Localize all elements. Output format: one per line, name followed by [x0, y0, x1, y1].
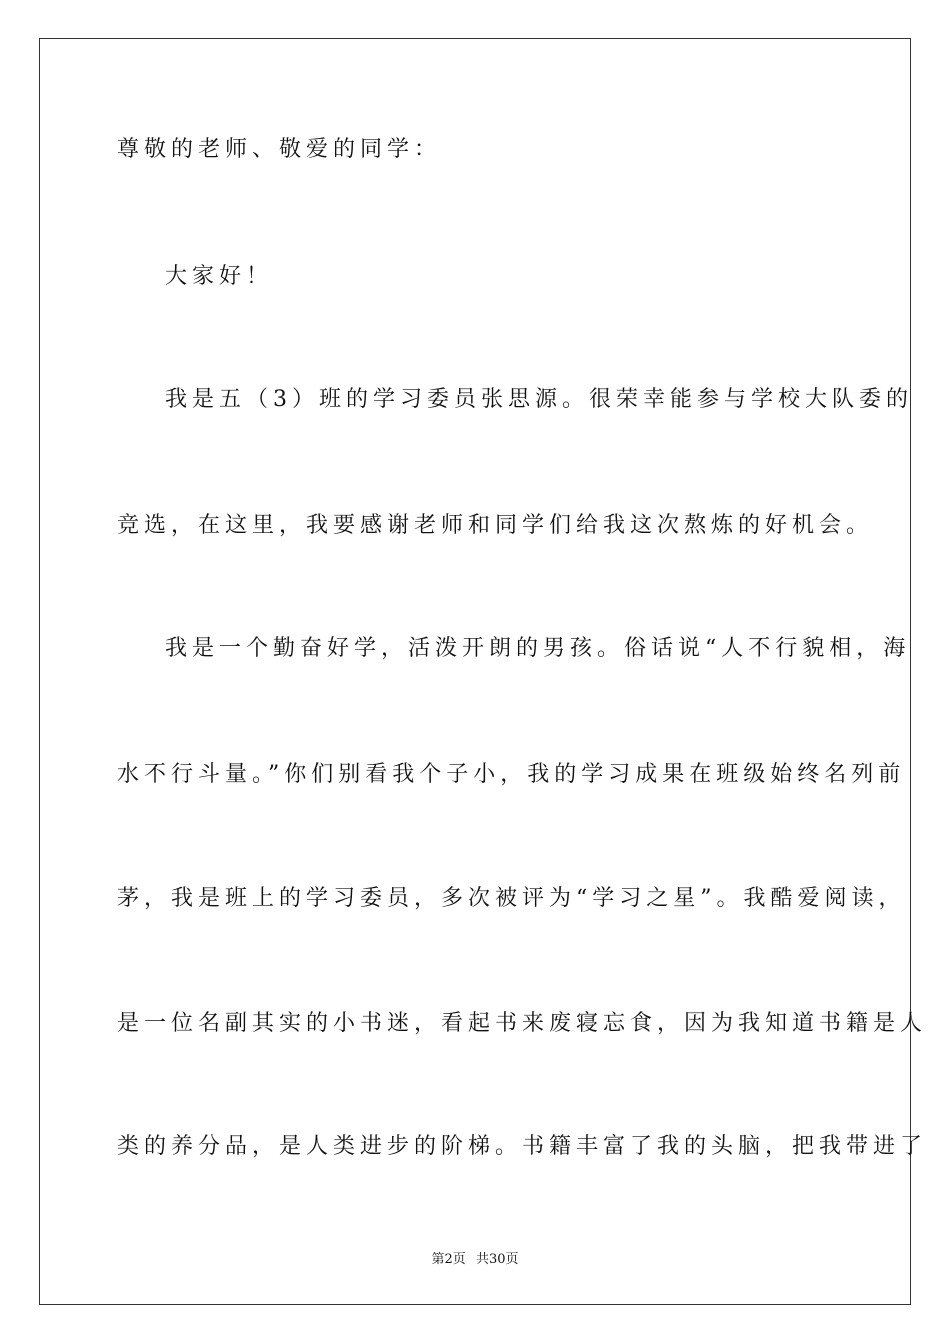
paragraph-line: 水不行斗量。”你们别看我个子小，我的学习成果在班级始终名列前	[117, 762, 906, 787]
page-footer	[0, 1248, 950, 1267]
paragraph-line: 类的养分品，是人类进步的阶梯。书籍丰富了我的头脑，把我带进了	[117, 1134, 928, 1159]
page-frame	[39, 38, 928, 1305]
paragraph-line: 茅，我是班上的学习委员，多次被评为“学习之星”。我酷爱阅读，	[117, 886, 906, 911]
paragraph-line: 我是一个勤奋好学，活泼开朗的男孩。俗话说“人不行貌相，海	[165, 636, 911, 661]
paragraph-line: 是一位名副其实的小书迷，看起书来废寝忘食，因为我知道书籍是人	[117, 1011, 928, 1036]
greeting: 大家好！	[165, 264, 274, 289]
paragraph-line: 我是五（3）班的学习委员张思源。很荣幸能参与学校大队委的	[165, 387, 913, 412]
paragraph-line: 竞选，在这里，我要感谢老师和同学们给我这次熬炼的好机会。	[117, 513, 874, 538]
page-total: 共30页	[475, 1252, 519, 1267]
page-number: 第2页	[431, 1252, 466, 1267]
salutation: 尊敬的老师、敬爱的同学：	[117, 137, 442, 162]
